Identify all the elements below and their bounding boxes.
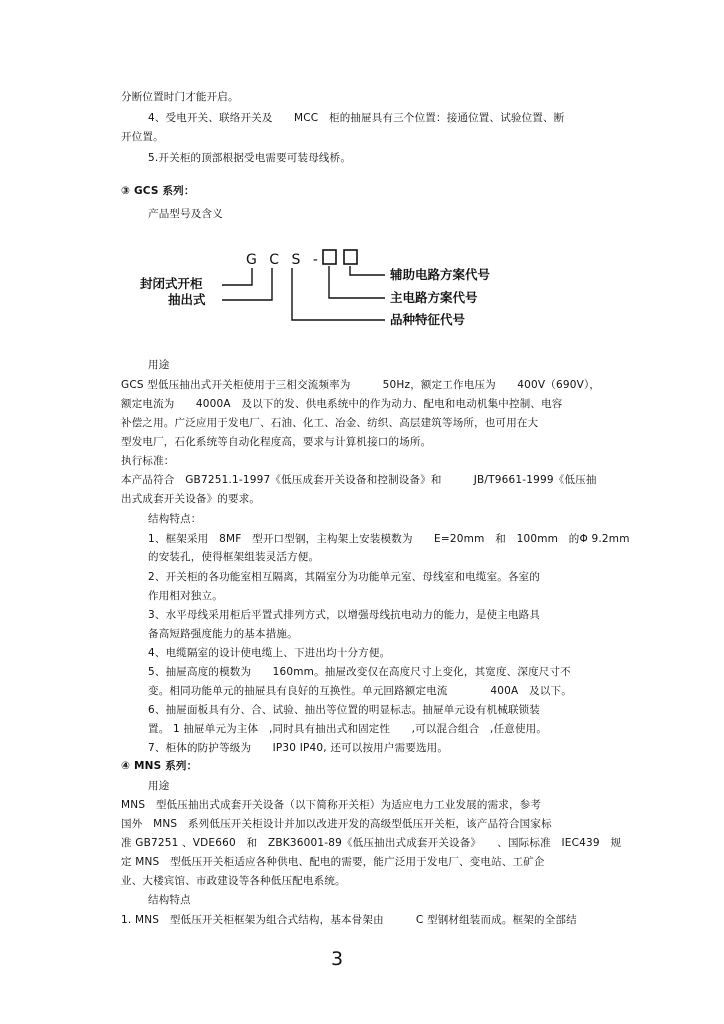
text-line: GCS 型低压抽出式开关柜使用于三相交流频率为 50Hz，额定工作电压为 400V（690V）， bbox=[121, 379, 601, 391]
text-line: 的安装孔，使得框架组装灵活方便。 bbox=[148, 551, 320, 563]
connector-line bbox=[292, 268, 385, 320]
text-line: 额定电流为 4000A 及以下的发、供电系统中的作为动力、配电和电动机集中控制、电容 bbox=[121, 398, 563, 410]
text-line: 本产品符合 GB7251.1-1997《低压成套开关设备和控制设备》和 JB/T9661-1999《低压抽 bbox=[121, 474, 597, 486]
text-line: 7、柜体的防护等级为 IP30 IP40, 还可以按用户需要选用。 bbox=[148, 742, 449, 754]
text-line: 用途 bbox=[148, 359, 170, 371]
model-code-text: G C S - bbox=[246, 252, 322, 268]
text-line: 结构特点 bbox=[148, 894, 191, 906]
text-line: 2、开关柜的各功能室相互隔离，其隔室分为功能单元室、母线室和电缆室。各室的 bbox=[148, 571, 541, 583]
text-line: 5、抽屉高度的模数为 160mm。抽屉改变仅在高度尺寸上变化，其宽度、深度尺寸不 bbox=[148, 666, 571, 678]
text-line: 3、水平母线采用柜后平置式排列方式，以增强母线抗电动力的能力，是使主电路具 bbox=[148, 609, 541, 621]
text-line: 1、框架采用 8MF 型开口型钢，主构架上安装模数为 E=20mm 和 100mm 的Φ 9.2mm bbox=[148, 533, 630, 545]
text-line: 国外 MNS 系列低压开关柜设计并加以改进开发的高级型低压开关柜，该产品符合国家标 bbox=[121, 818, 552, 830]
label-withdrawable: 抽出式 bbox=[168, 292, 206, 307]
text-line: 型发电厂，石化系统等自动化程度高，要求与计算机接口的场所。 bbox=[121, 436, 432, 448]
text-line: 备高短路强度能力的基本措施。 bbox=[148, 628, 298, 640]
placeholder-box-1 bbox=[323, 250, 336, 264]
text-line: 产品型号及含义 bbox=[148, 208, 223, 220]
text-line: 分断位置时门才能开启。 bbox=[121, 91, 239, 103]
text-line: 1. MNS 型低压开关柜框架为组合式结构，基本骨架由 C 型钢材组装而成。框架的全部结 bbox=[121, 914, 577, 926]
text-line: MNS 型低压抽出式成套开关设备（以下简称开关柜）为适应电力工业发展的需求，参考 bbox=[121, 799, 542, 811]
page-number: 3 bbox=[331, 948, 344, 970]
text-line: 补偿之用。广泛应用于发电厂、石油、化工、冶金、纺织、高层建筑等场所，也可用在大 bbox=[121, 417, 539, 429]
text-line: 4、受电开关、联络开关及 MCC 柜的抽屉具有三个位置：接通位置、试验位置、断 bbox=[148, 112, 565, 124]
label-enclosed-cabinet: 封闭式开柜 bbox=[140, 276, 203, 291]
label-variety-feature-code: 品种特征代号 bbox=[390, 312, 466, 327]
connector-line bbox=[350, 266, 385, 275]
text-line: 出式成套开关设备》的要求。 bbox=[121, 493, 261, 505]
text-line: 4、电缆隔室的设计使电缆上、下进出均十分方便。 bbox=[148, 647, 391, 659]
connector-line bbox=[222, 268, 252, 285]
section-heading-mns: ④ MNS 系列： bbox=[121, 760, 198, 772]
text-line: 准 GB7251 、VDE660 和 ZBK36001-89《低压抽出式成套开关设备》 、国际标准 IEC439 规 bbox=[121, 837, 622, 849]
text-line: 5.开关柜的顶部根据受电需要可装母线桥。 bbox=[148, 152, 352, 164]
connector-line bbox=[222, 268, 272, 300]
text-line: 用途 bbox=[148, 780, 170, 792]
text-line: 结构特点： bbox=[148, 513, 202, 525]
text-line: 作用相对独立。 bbox=[148, 590, 223, 602]
text-line: 业、大楼宾馆、市政建设等各种低压配电系统。 bbox=[121, 875, 346, 887]
model-code-diagram bbox=[130, 240, 550, 330]
text-line: 定 MNS 型低压开关柜适应各种供电、配电的需要，能广泛用于发电厂、变电站、工矿企 bbox=[121, 856, 545, 868]
label-main-circuit-code: 主电路方案代号 bbox=[390, 290, 478, 305]
label-auxiliary-circuit-code: 辅助电路方案代号 bbox=[390, 267, 491, 282]
text-line: 置。 1 抽屉单元为主体 ,同时具有抽出式和固定性 ,可以混合组合 ,任意使用。 bbox=[148, 723, 548, 735]
connector-line bbox=[329, 266, 385, 298]
placeholder-box-2 bbox=[344, 250, 357, 264]
text-line: 开位置。 bbox=[121, 131, 164, 143]
text-line: 6、抽屉面板具有分、合、试验、抽出等位置的明显标志。抽屉单元设有机械联锁装 bbox=[148, 704, 541, 716]
text-line: 执行标准： bbox=[121, 455, 175, 467]
section-heading-gcs: ③ GCS 系列： bbox=[121, 185, 195, 197]
text-line: 变。相同功能单元的抽屉具有良好的互换性。单元回路额定电流 400A 及以下。 bbox=[148, 685, 572, 697]
